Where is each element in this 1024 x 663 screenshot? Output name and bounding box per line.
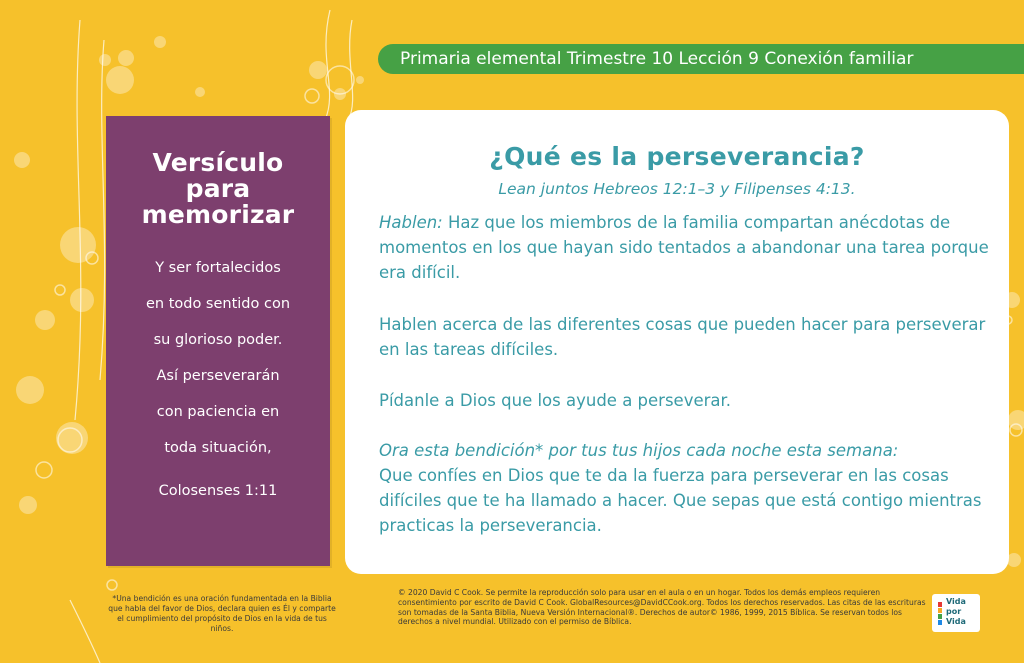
memory-verse-title-line: para	[185, 174, 251, 203]
logo-color-bars	[938, 602, 942, 626]
main-content-card	[345, 110, 1009, 574]
memory-verse-card	[106, 116, 330, 566]
memory-verse-line: Y ser fortalecidos	[155, 260, 281, 276]
memory-verse-text	[106, 250, 330, 466]
memory-verse-line: en todo sentido con	[145, 296, 291, 312]
memory-verse-title	[106, 150, 330, 228]
blessing-lead: Ora esta bendición* por tus tus hijos cada noche esta semana:	[379, 441, 899, 460]
memory-verse-line: su glorioso poder.	[153, 332, 283, 348]
memory-verse-line: toda situación,	[164, 440, 272, 456]
lesson-header: Primaria elemental Trimestre 10 Lección 9 Conexión familiar	[378, 44, 1024, 74]
logo-text: Vida por Vida	[946, 597, 966, 626]
talk-lead: Hablen:	[379, 213, 443, 232]
main-title: ¿Qué es la perseverancia?	[489, 142, 865, 171]
scripture-reading: Lean juntos Hebreos 12:1–3 y Filipenses 4:13.	[498, 180, 856, 198]
memory-verse-line: Así perseverarán	[156, 368, 280, 384]
blessing-paragraph	[379, 438, 989, 538]
memory-verse-line: con paciencia en	[156, 404, 280, 420]
blessing-text: Que confíes en Dios que te da la fuerza para perseverar en las cosas difíciles que te ha llamado a hacer. Que sepas que está contigo mientras practicas la perseverancia.	[379, 466, 982, 535]
prayer-paragraph: Pídanle a Dios que los ayude a perseverar.	[379, 391, 732, 410]
memory-verse-title-line: memorizar	[141, 200, 295, 229]
discuss-paragraph: Hablen acerca de las diferentes cosas que pueden hacer para perseverar en las tareas difíciles.	[379, 315, 986, 359]
talk-text: Haz que los miembros de la familia compartan anécdotas de momentos en los que hayan sido tentados a abandonar una tarea porque era difícil.	[379, 213, 989, 282]
vida-por-vida-logo	[932, 594, 980, 632]
blessing-footnote: *Una bendición es una oración fundamentada en la Biblia que habla del favor de Dios, declara quien es Él y comparte el cumplimiento del propósito de Dios en la vida de tus niños.	[108, 594, 336, 633]
copyright-notice: © 2020 David C Cook. Se permite la reproducción solo para usar en el aula o en un hogar. Todos los demás empleos requieren consentimiento por escrito de David C Cook. GlobalResources@DavidCCook.org. Todos los derechos reservados. Las citas de las escrituras son tomadas de la Santa Biblia, Nueva Versión Internacional®. Derechos de autor© 1986, 1999, 2015 Bíblica. Se reservan todos los derechos a nivel mundial. Utilizado con el permiso de Bíblica.	[398, 588, 926, 627]
memory-verse-reference: Colosenses 1:11	[158, 483, 278, 499]
memory-verse-title-line: Versículo	[152, 148, 284, 177]
talk-paragraph	[379, 210, 989, 285]
